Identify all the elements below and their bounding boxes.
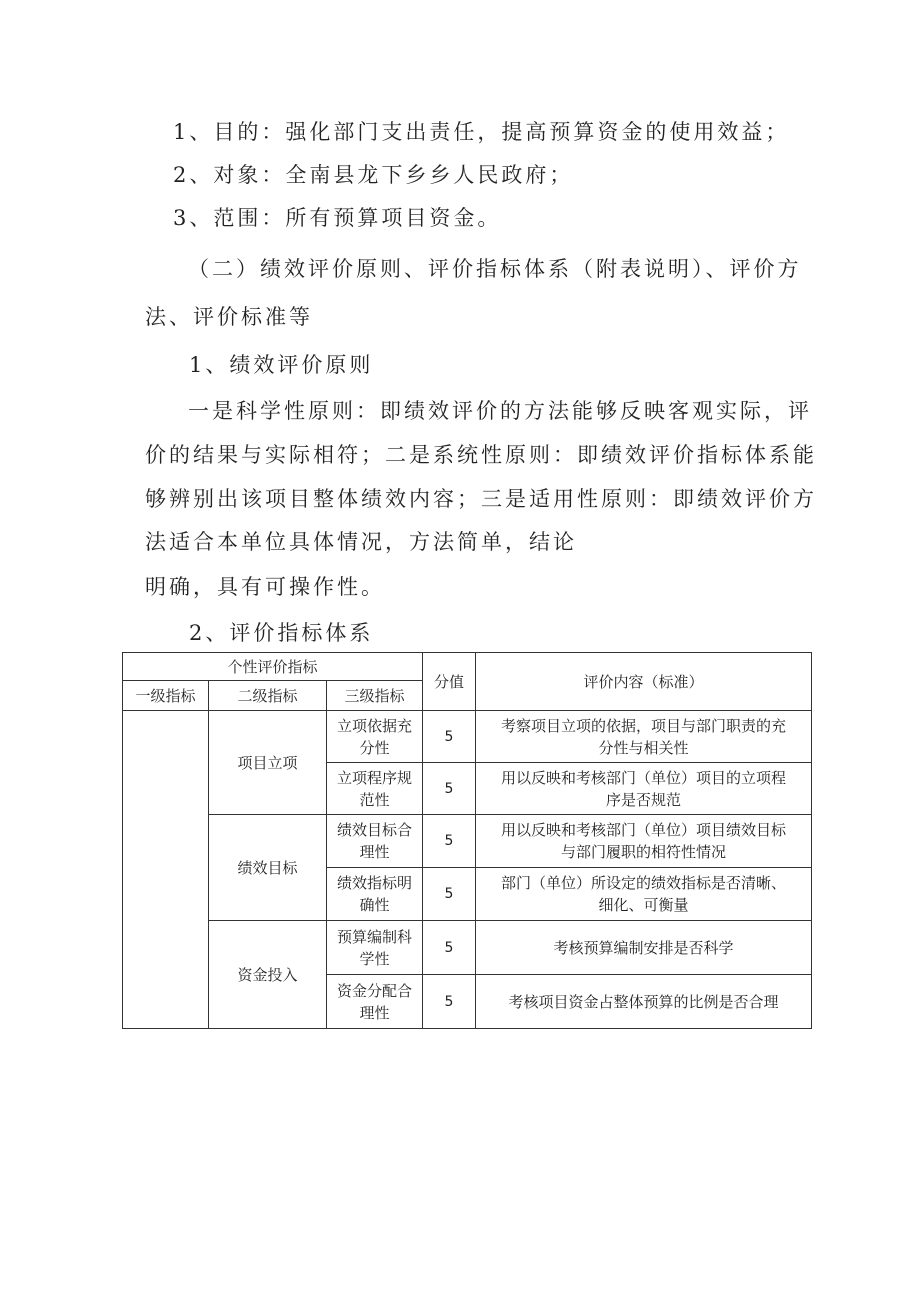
header-content-cell: 评价内容（标准） [476,653,812,711]
table-header-row [123,653,812,681]
header-level1-cell: 一级指标 [123,681,209,711]
section-heading-line2: 法、评价标准等 [145,305,313,329]
content-cell: 用以反映和考核部门（单位）项目绩效目标 与部门履职的相符性情况 [476,815,812,868]
item-scope: 3、范围：所有预算项目资金。 [173,206,502,230]
content-cell: 考核预算编制安排是否科学 [476,921,812,975]
header-level2-cell: 二级指标 [209,681,327,711]
item-target: 2、对象：全南县龙下乡乡人民政府； [173,163,574,187]
principle-title: 1、绩效评价原则 [189,353,374,377]
principle-line: 够辨别出该项目整体绩效内容；三是适用性原则：即绩效评价方 [145,487,817,511]
level2-cell: 资金投入 [209,921,327,1029]
level1-cell [123,711,209,1029]
score-cell: 5 [423,975,476,1029]
table-row [123,815,812,868]
score-cell: 5 [423,868,476,921]
section-heading-line1: （二）绩效评价原则、评价指标体系（附表说明）、评价方 [188,257,802,281]
content-cell: 用以反映和考核部门（单位）项目的立项程 序是否规范 [476,763,812,815]
table-row [123,711,812,763]
index-title: 2、评价指标体系 [189,621,374,645]
item-purpose: 1、目的：强化部门支出责任，提高预算资金的使用效益； [173,120,790,144]
principle-line: 法适合本单位具体情况，方法简单，结论 [145,530,577,554]
score-cell: 5 [423,921,476,975]
principle-line: 明确，具有可操作性。 [145,575,385,599]
level3-cell: 立项程序规 范性 [327,763,423,815]
content-cell: 考核项目资金占整体预算的比例是否合理 [476,975,812,1029]
table-row [123,921,812,975]
score-cell: 5 [423,815,476,868]
level3-cell: 预算编制科 学性 [327,921,423,975]
level3-cell: 绩效目标合 理性 [327,815,423,868]
evaluation-index-table [122,652,812,1029]
header-group-cell: 个性评价指标 [123,653,423,681]
level2-cell: 项目立项 [209,711,327,815]
principle-line: 一是科学性原则：即绩效评价的方法能够反映客观实际，评 [188,399,812,423]
header-level3-cell: 三级指标 [327,681,423,711]
header-score-cell: 分值 [423,653,476,711]
score-cell: 5 [423,711,476,763]
level3-cell: 资金分配合 理性 [327,975,423,1029]
content-cell: 考察项目立项的依据，项目与部门职责的充 分性与相关性 [476,711,812,763]
level3-cell: 绩效指标明 确性 [327,868,423,921]
content-cell: 部门（单位）所设定的绩效指标是否清晰、 细化、可衡量 [476,868,812,921]
level3-cell: 立项依据充 分性 [327,711,423,763]
level2-cell: 绩效目标 [209,815,327,921]
score-cell: 5 [423,763,476,815]
principle-line: 价的结果与实际相符；二是系统性原则：即绩效评价指标体系能 [145,443,817,467]
